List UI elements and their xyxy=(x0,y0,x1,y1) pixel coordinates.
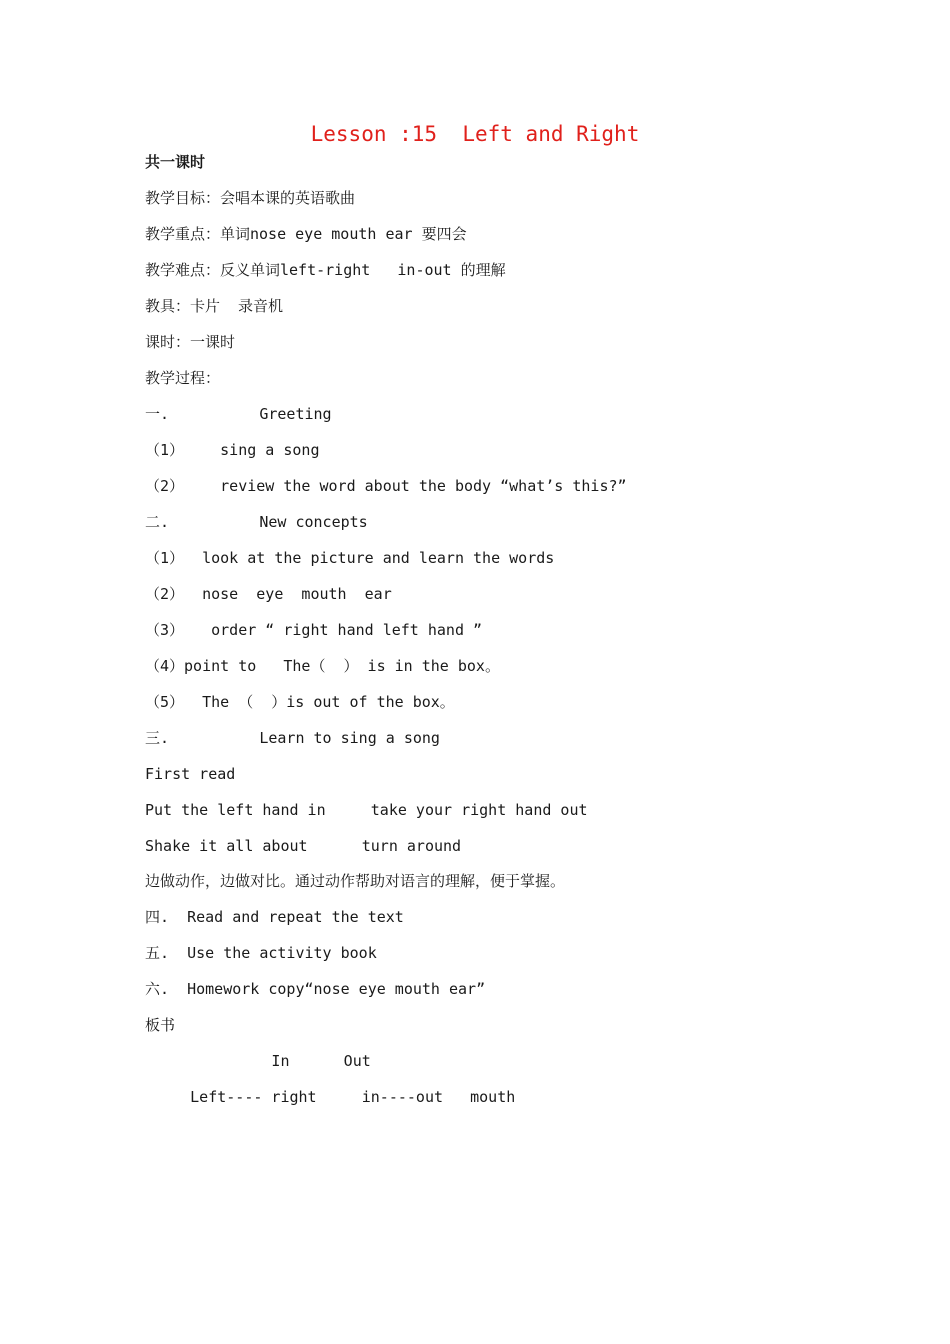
blackboard-line-2: Left---- right in----out mouth xyxy=(145,1088,516,1106)
step-five: 五. Use the activity book xyxy=(145,944,377,962)
teaching-focus: 教学重点：单词nose eye mouth ear 要四会 xyxy=(145,225,467,243)
blackboard-line-1: In Out xyxy=(145,1052,371,1070)
step-two-item-2: （2） nose eye mouth ear xyxy=(145,585,392,603)
step-six-homework: 六. Homework copy“nose eye mouth ear” xyxy=(145,980,486,998)
step-one-item-1: （1） sing a song xyxy=(145,441,320,459)
step-two-item-4: （4）point to The（ ） is in the box。 xyxy=(145,657,500,675)
class-hours: 课时：一课时 xyxy=(145,333,236,351)
step-three-song: 三. Learn to sing a song xyxy=(145,729,440,747)
song-line-2: Shake it all about turn around xyxy=(145,837,462,855)
teaching-difficulty: 教学难点：反义单词left-right in-out 的理解 xyxy=(145,261,506,279)
lesson-title: Lesson :15 Left and Right xyxy=(310,122,640,146)
teaching-objective: 教学目标：会唱本课的英语歌曲 xyxy=(145,189,356,207)
step-two-item-1: （1） look at the picture and learn the words xyxy=(145,549,555,567)
teaching-process-heading: 教学过程： xyxy=(145,369,221,387)
step-two-new-concepts: 二. New concepts xyxy=(145,513,368,531)
class-period-heading: 共一课时 xyxy=(145,153,206,171)
blackboard-heading: 板书 xyxy=(145,1016,176,1034)
teaching-aids: 教具：卡片 录音机 xyxy=(145,297,284,315)
song-first-read: First read xyxy=(145,765,236,783)
step-one-greeting: 一. Greeting xyxy=(145,405,332,423)
step-four: 四. Read and repeat the text xyxy=(145,908,404,926)
song-note: 边做动作，边做对比。通过动作帮助对语言的理解，便于掌握。 xyxy=(145,872,566,890)
song-line-1: Put the left hand in take your right hand out xyxy=(145,801,588,819)
step-two-item-5: （5） The （ ）is out of the box。 xyxy=(145,693,455,711)
step-two-item-3: （3） order “ right hand left hand ” xyxy=(145,621,483,639)
step-one-item-2: （2） review the word about the body “what’s this?” xyxy=(145,477,627,495)
